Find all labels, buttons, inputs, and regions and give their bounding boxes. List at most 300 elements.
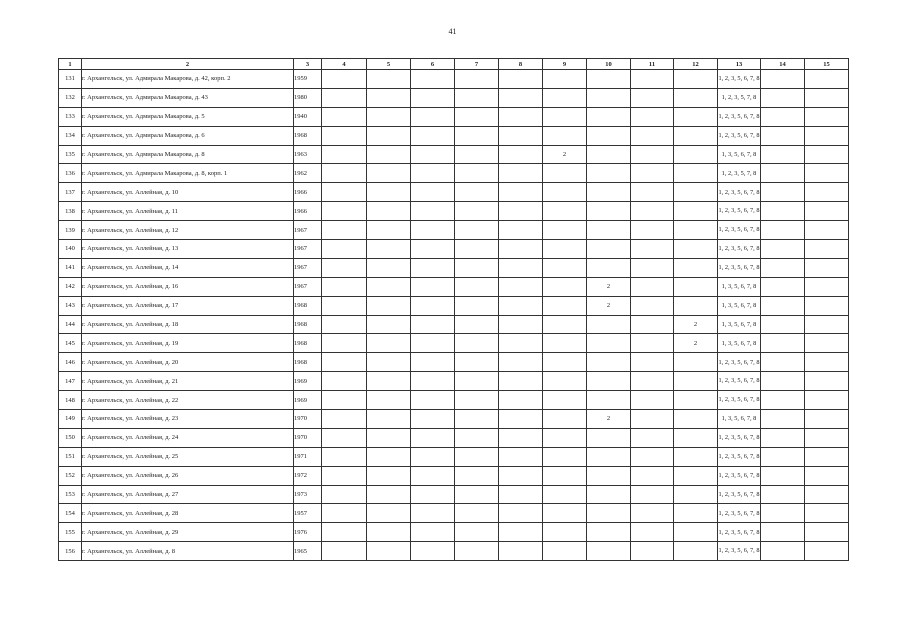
col14-cell: [761, 466, 805, 485]
col4-cell: [322, 447, 367, 466]
col10-cell: [587, 107, 631, 126]
col7-cell: [455, 391, 499, 410]
col8-cell: [499, 258, 543, 277]
year-cell: 1968: [294, 126, 322, 145]
col12-cell: [674, 183, 718, 202]
col7-cell: [455, 523, 499, 542]
col13-cell: 1, 2, 3, 5, 6, 7, 8: [718, 353, 761, 372]
address-cell: г. Архангельск, ул. Аллейная, д. 27: [82, 485, 294, 504]
col13-cell: 1, 2, 3, 5, 6, 7, 8: [718, 240, 761, 259]
col11-cell: [631, 334, 674, 353]
col6-cell: [411, 372, 455, 391]
row-number-cell: 134: [59, 126, 82, 145]
col9-cell: [543, 428, 587, 447]
col13-cell: 1, 2, 3, 5, 6, 7, 8: [718, 391, 761, 410]
col5-cell: [367, 88, 411, 107]
col5-cell: [367, 202, 411, 221]
col5-cell: [367, 183, 411, 202]
col11-cell: [631, 258, 674, 277]
col14-cell: [761, 447, 805, 466]
col14-cell: [761, 277, 805, 296]
col8-cell: [499, 372, 543, 391]
col7-cell: [455, 70, 499, 89]
year-cell: 1963: [294, 145, 322, 164]
col13-cell: 1, 2, 3, 5, 6, 7, 8: [718, 447, 761, 466]
col6-cell: [411, 202, 455, 221]
address-cell: г. Архангельск, ул. Аллейная, д. 26: [82, 466, 294, 485]
col12-cell: [674, 296, 718, 315]
col7-cell: [455, 466, 499, 485]
table-row: [59, 428, 849, 447]
column-header: 2: [82, 59, 294, 70]
col9-cell: [543, 240, 587, 259]
col14-cell: [761, 523, 805, 542]
col6-cell: [411, 221, 455, 240]
col5-cell: [367, 126, 411, 145]
col11-cell: [631, 353, 674, 372]
col13-cell: 1, 2, 3, 5, 6, 7, 8: [718, 466, 761, 485]
col10-cell: [587, 88, 631, 107]
col10-cell: 2: [587, 410, 631, 429]
column-header: 6: [411, 59, 455, 70]
col10-cell: [587, 145, 631, 164]
year-cell: 1976: [294, 523, 322, 542]
col15-cell: [805, 391, 849, 410]
col14-cell: [761, 164, 805, 183]
col14-cell: [761, 334, 805, 353]
col5-cell: [367, 485, 411, 504]
col11-cell: [631, 202, 674, 221]
table-row: [59, 466, 849, 485]
col6-cell: [411, 258, 455, 277]
col6-cell: [411, 107, 455, 126]
col11-cell: [631, 164, 674, 183]
col14-cell: [761, 88, 805, 107]
address-cell: г. Архангельск, ул. Аллейная, д. 20: [82, 353, 294, 372]
col8-cell: [499, 523, 543, 542]
col10-cell: 2: [587, 277, 631, 296]
col10-cell: [587, 70, 631, 89]
col9-cell: [543, 88, 587, 107]
col6-cell: [411, 447, 455, 466]
col10-cell: [587, 126, 631, 145]
col7-cell: [455, 88, 499, 107]
year-cell: 1966: [294, 202, 322, 221]
col10-cell: [587, 523, 631, 542]
col10-cell: [587, 391, 631, 410]
col12-cell: [674, 372, 718, 391]
col11-cell: [631, 315, 674, 334]
col11-cell: [631, 88, 674, 107]
col4-cell: [322, 466, 367, 485]
col15-cell: [805, 277, 849, 296]
row-number-cell: 155: [59, 523, 82, 542]
row-number-cell: 140: [59, 240, 82, 259]
col4-cell: [322, 183, 367, 202]
address-cell: г. Архангельск, ул. Аллейная, д. 22: [82, 391, 294, 410]
col5-cell: [367, 410, 411, 429]
col4-cell: [322, 523, 367, 542]
year-cell: 1940: [294, 107, 322, 126]
col5-cell: [367, 372, 411, 391]
col10-cell: [587, 315, 631, 334]
col6-cell: [411, 164, 455, 183]
year-cell: 1969: [294, 391, 322, 410]
col15-cell: [805, 523, 849, 542]
col10-cell: [587, 466, 631, 485]
col9-cell: [543, 183, 587, 202]
col15-cell: [805, 221, 849, 240]
col13-cell: 1, 2, 3, 5, 6, 7, 8: [718, 372, 761, 391]
col10-cell: [587, 202, 631, 221]
col13-cell: 1, 3, 5, 6, 7, 8: [718, 315, 761, 334]
row-number-cell: 153: [59, 485, 82, 504]
col8-cell: [499, 70, 543, 89]
col12-cell: [674, 428, 718, 447]
col8-cell: [499, 88, 543, 107]
col15-cell: [805, 240, 849, 259]
address-cell: г. Архангельск, ул. Адмирала Макарова, д. 8: [82, 145, 294, 164]
col9-cell: [543, 126, 587, 145]
col13-cell: 1, 2, 3, 5, 6, 7, 8: [718, 183, 761, 202]
col14-cell: [761, 372, 805, 391]
col9-cell: [543, 410, 587, 429]
col8-cell: [499, 334, 543, 353]
col12-cell: [674, 542, 718, 561]
col11-cell: [631, 523, 674, 542]
col7-cell: [455, 334, 499, 353]
col5-cell: [367, 504, 411, 523]
col8-cell: [499, 504, 543, 523]
col12-cell: [674, 353, 718, 372]
col11-cell: [631, 542, 674, 561]
column-header: 7: [455, 59, 499, 70]
col8-cell: [499, 107, 543, 126]
col13-cell: 1, 2, 3, 5, 6, 7, 8: [718, 70, 761, 89]
row-number-cell: 148: [59, 391, 82, 410]
col13-cell: 1, 2, 3, 5, 6, 7, 8: [718, 542, 761, 561]
col7-cell: [455, 221, 499, 240]
col7-cell: [455, 202, 499, 221]
col13-cell: 1, 2, 3, 5, 6, 7, 8: [718, 202, 761, 221]
col14-cell: [761, 428, 805, 447]
col6-cell: [411, 504, 455, 523]
row-number-cell: 145: [59, 334, 82, 353]
col12-cell: [674, 410, 718, 429]
col7-cell: [455, 126, 499, 145]
col8-cell: [499, 428, 543, 447]
col5-cell: [367, 296, 411, 315]
col4-cell: [322, 372, 367, 391]
col10-cell: [587, 447, 631, 466]
col15-cell: [805, 428, 849, 447]
table-row: [59, 70, 849, 89]
col9-cell: [543, 202, 587, 221]
col8-cell: [499, 542, 543, 561]
row-number-cell: 156: [59, 542, 82, 561]
col6-cell: [411, 296, 455, 315]
col15-cell: [805, 447, 849, 466]
col7-cell: [455, 353, 499, 372]
col4-cell: [322, 221, 367, 240]
col5-cell: [367, 542, 411, 561]
col7-cell: [455, 145, 499, 164]
col15-cell: [805, 410, 849, 429]
col7-cell: [455, 315, 499, 334]
table-row: [59, 277, 849, 296]
col10-cell: [587, 485, 631, 504]
col9-cell: [543, 466, 587, 485]
table-row: [59, 126, 849, 145]
col5-cell: [367, 107, 411, 126]
col9-cell: [543, 164, 587, 183]
col11-cell: [631, 145, 674, 164]
col6-cell: [411, 410, 455, 429]
year-cell: 1970: [294, 428, 322, 447]
address-cell: г. Архангельск, ул. Адмирала Макарова, д. 8, корп. 1: [82, 164, 294, 183]
table-row: [59, 88, 849, 107]
col7-cell: [455, 447, 499, 466]
col8-cell: [499, 145, 543, 164]
col6-cell: [411, 485, 455, 504]
address-cell: г. Архангельск, ул. Аллейная, д. 8: [82, 542, 294, 561]
col4-cell: [322, 485, 367, 504]
year-cell: 1970: [294, 410, 322, 429]
col6-cell: [411, 145, 455, 164]
col13-cell: 1, 3, 5, 6, 7, 8: [718, 277, 761, 296]
column-header: 10: [587, 59, 631, 70]
col4-cell: [322, 353, 367, 372]
col4-cell: [322, 145, 367, 164]
col4-cell: [322, 277, 367, 296]
col9-cell: [543, 334, 587, 353]
col12-cell: [674, 277, 718, 296]
table-row: [59, 391, 849, 410]
col12-cell: [674, 240, 718, 259]
col5-cell: [367, 258, 411, 277]
col11-cell: [631, 221, 674, 240]
col11-cell: [631, 107, 674, 126]
table-row: [59, 447, 849, 466]
col10-cell: [587, 221, 631, 240]
col8-cell: [499, 391, 543, 410]
col15-cell: [805, 334, 849, 353]
year-cell: 1967: [294, 258, 322, 277]
table-row: [59, 221, 849, 240]
col9-cell: [543, 258, 587, 277]
table-row: [59, 183, 849, 202]
col12-cell: [674, 258, 718, 277]
col12-cell: [674, 107, 718, 126]
col15-cell: [805, 183, 849, 202]
col6-cell: [411, 240, 455, 259]
col4-cell: [322, 296, 367, 315]
col12-cell: [674, 126, 718, 145]
col11-cell: [631, 296, 674, 315]
year-cell: 1957: [294, 504, 322, 523]
col15-cell: [805, 466, 849, 485]
column-header: 4: [322, 59, 367, 70]
year-cell: 1967: [294, 240, 322, 259]
col15-cell: [805, 353, 849, 372]
year-cell: 1967: [294, 221, 322, 240]
col4-cell: [322, 70, 367, 89]
table-row: [59, 164, 849, 183]
col14-cell: [761, 221, 805, 240]
col8-cell: [499, 466, 543, 485]
row-number-cell: 141: [59, 258, 82, 277]
col14-cell: [761, 315, 805, 334]
table-row: [59, 372, 849, 391]
column-header: 3: [294, 59, 322, 70]
col9-cell: [543, 372, 587, 391]
column-header: 12: [674, 59, 718, 70]
col11-cell: [631, 240, 674, 259]
col12-cell: 2: [674, 315, 718, 334]
col14-cell: [761, 542, 805, 561]
table-row: [59, 145, 849, 164]
address-cell: г. Архангельск, ул. Адмирала Макарова, д. 43: [82, 88, 294, 107]
col6-cell: [411, 126, 455, 145]
col8-cell: [499, 183, 543, 202]
address-cell: г. Архангельск, ул. Адмирала Макарова, д. 5: [82, 107, 294, 126]
col15-cell: [805, 315, 849, 334]
col4-cell: [322, 542, 367, 561]
col13-cell: 1, 2, 3, 5, 6, 7, 8: [718, 504, 761, 523]
col10-cell: [587, 183, 631, 202]
col9-cell: [543, 107, 587, 126]
col5-cell: [367, 523, 411, 542]
row-number-cell: 144: [59, 315, 82, 334]
col4-cell: [322, 410, 367, 429]
col13-cell: 1, 2, 3, 5, 6, 7, 8: [718, 126, 761, 145]
col10-cell: [587, 334, 631, 353]
row-number-cell: 147: [59, 372, 82, 391]
table-row: [59, 258, 849, 277]
address-cell: г. Архангельск, ул. Аллейная, д. 23: [82, 410, 294, 429]
col4-cell: [322, 164, 367, 183]
table-row: [59, 410, 849, 429]
col6-cell: [411, 428, 455, 447]
col5-cell: [367, 334, 411, 353]
col8-cell: [499, 221, 543, 240]
page-number: 41: [448, 27, 457, 36]
col4-cell: [322, 88, 367, 107]
table-row: [59, 523, 849, 542]
row-number-cell: 132: [59, 88, 82, 107]
col9-cell: [543, 221, 587, 240]
col13-cell: 1, 2, 3, 5, 6, 7, 8: [718, 221, 761, 240]
col7-cell: [455, 542, 499, 561]
col7-cell: [455, 485, 499, 504]
col4-cell: [322, 428, 367, 447]
row-number-cell: 131: [59, 70, 82, 89]
col15-cell: [805, 145, 849, 164]
col6-cell: [411, 315, 455, 334]
col15-cell: [805, 372, 849, 391]
col9-cell: [543, 447, 587, 466]
row-number-cell: 137: [59, 183, 82, 202]
col7-cell: [455, 240, 499, 259]
table-row: [59, 296, 849, 315]
table-row: [59, 202, 849, 221]
address-cell: г. Архангельск, ул. Аллейная, д. 16: [82, 277, 294, 296]
address-cell: г. Архангельск, ул. Аллейная, д. 10: [82, 183, 294, 202]
col14-cell: [761, 202, 805, 221]
col5-cell: [367, 353, 411, 372]
col5-cell: [367, 145, 411, 164]
col5-cell: [367, 391, 411, 410]
col9-cell: [543, 315, 587, 334]
col11-cell: [631, 504, 674, 523]
row-number-cell: 152: [59, 466, 82, 485]
col5-cell: [367, 315, 411, 334]
col12-cell: [674, 221, 718, 240]
table-row: [59, 485, 849, 504]
row-number-cell: 150: [59, 428, 82, 447]
col14-cell: [761, 183, 805, 202]
col15-cell: [805, 164, 849, 183]
col4-cell: [322, 504, 367, 523]
col14-cell: [761, 70, 805, 89]
col14-cell: [761, 258, 805, 277]
row-number-cell: 136: [59, 164, 82, 183]
col15-cell: [805, 126, 849, 145]
col8-cell: [499, 315, 543, 334]
col14-cell: [761, 410, 805, 429]
col13-cell: 1, 3, 5, 6, 7, 8: [718, 145, 761, 164]
col13-cell: 1, 2, 3, 5, 7, 8: [718, 88, 761, 107]
col8-cell: [499, 277, 543, 296]
col9-cell: [543, 485, 587, 504]
col13-cell: 1, 3, 5, 6, 7, 8: [718, 296, 761, 315]
col4-cell: [322, 126, 367, 145]
col8-cell: [499, 202, 543, 221]
col13-cell: 1, 3, 5, 6, 7, 8: [718, 334, 761, 353]
year-cell: 1968: [294, 353, 322, 372]
col15-cell: [805, 107, 849, 126]
row-number-cell: 154: [59, 504, 82, 523]
row-number-cell: 151: [59, 447, 82, 466]
col8-cell: [499, 447, 543, 466]
col6-cell: [411, 523, 455, 542]
column-header: 9: [543, 59, 587, 70]
col9-cell: [543, 277, 587, 296]
col11-cell: [631, 466, 674, 485]
col6-cell: [411, 353, 455, 372]
column-header: 11: [631, 59, 674, 70]
address-cell: г. Архангельск, ул. Аллейная, д. 18: [82, 315, 294, 334]
col13-cell: 1, 2, 3, 5, 6, 7, 8: [718, 107, 761, 126]
table-row: [59, 315, 849, 334]
table-row: [59, 542, 849, 561]
col14-cell: [761, 353, 805, 372]
col9-cell: [543, 542, 587, 561]
col13-cell: 1, 2, 3, 5, 7, 8: [718, 164, 761, 183]
col4-cell: [322, 315, 367, 334]
address-cell: г. Архангельск, ул. Адмирала Макарова, д. 42, корп. 2: [82, 70, 294, 89]
row-number-cell: 146: [59, 353, 82, 372]
col7-cell: [455, 107, 499, 126]
col6-cell: [411, 334, 455, 353]
col12-cell: [674, 70, 718, 89]
col5-cell: [367, 447, 411, 466]
col11-cell: [631, 183, 674, 202]
row-number-cell: 149: [59, 410, 82, 429]
col13-cell: 1, 2, 3, 5, 6, 7, 8: [718, 258, 761, 277]
column-header: 13: [718, 59, 761, 70]
address-cell: г. Архангельск, ул. Аллейная, д. 29: [82, 523, 294, 542]
